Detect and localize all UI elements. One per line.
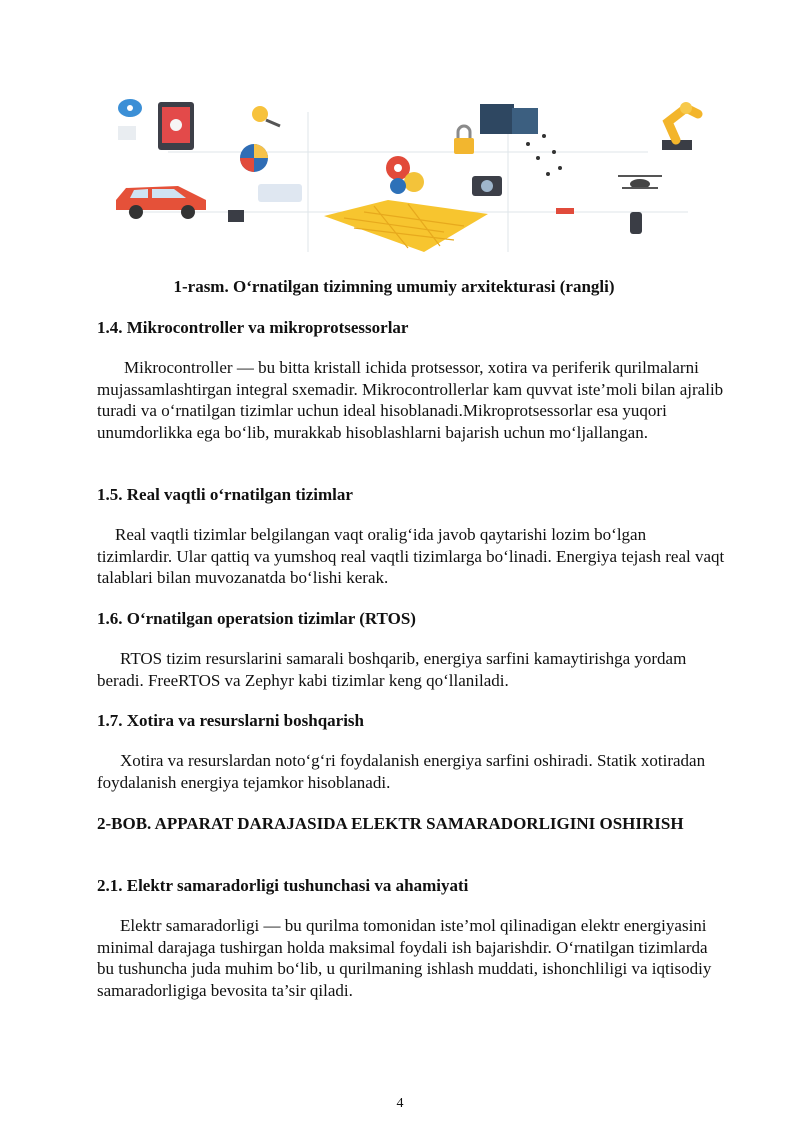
server-icon: [480, 104, 538, 134]
section-body-1-4: Mikrocontroller — bu bitta kristall ichida protsessor, xotira va periferik qurilmalarni mujassamlashtirgan integral sxemadir. Mikrocontrollerlar kam quvvat iste’moli bilan ajralib turadi va o‘rnatilgan tizimlar uchun ideal hisoblanadi.Mikroprotsessorlar esa yuqori unumdorlikka ega bo‘lib, murakkab hisoblashlarni bajarish uchun mo‘ljallangan.: [97, 358, 724, 442]
section-body-1-7: Xotira va resurslardan noto‘g‘ri foydalanish energiya sarfini oshiradi. Statik xotiradan foydalanish energiya tejamkor hisoblanadi.: [97, 751, 706, 792]
car-icon: [116, 186, 206, 219]
figure-caption-text: 1-rasm. O‘rnatilgan tizimning umumiy arxitekturasi (rangli): [173, 277, 615, 296]
section-body-1-5: Real vaqtli tizimlar belgilangan vaqt oralig‘ida javob qaytarishi lozim bo‘lgan tizimlardir. Ular qattiq va yumshoq real vaqtli tizimlarga bo‘linadi. Energiya tejash real vaqt talablari bilan muvozanatda bo‘lishi kerak.: [97, 525, 725, 588]
tablet-icon: [158, 102, 194, 150]
pie-chart-icon: [240, 144, 268, 172]
doc-icon: [118, 126, 136, 140]
sensor-icon: [630, 212, 642, 234]
embedded-systems-illustration: [108, 92, 708, 264]
antenna-icon: [556, 208, 574, 214]
magnifier-icon: [252, 106, 280, 126]
network-dots-icon: [526, 134, 562, 176]
camera-icon: [472, 176, 502, 196]
panel-icon: [258, 184, 302, 202]
speaker-icon: [228, 210, 244, 222]
section-body-2-1: Elektr samaradorligi — bu qurilma tomonidan iste’mol qilinadigan elektr energiyasini minimal darajaga tushirgan holda maksimal foydali ish bajarishdir. O‘rnatilgan tizimlarda bu tushuncha juda muhim bo‘lib, u qurilmaning ishlash muddati, ishonchliligi va iqtisodiy samaradorligiga bevosita ta’sir qiladi.: [97, 916, 712, 1000]
gears-icon: [386, 156, 424, 194]
page-number: 4: [396, 1096, 404, 1111]
robot-arm-icon: [662, 102, 698, 150]
microchip-icon: [324, 200, 488, 252]
drone-icon: [618, 176, 662, 189]
section-heading-1-6: 1.6. O‘rnatilgan operatsion tizimlar (RTOS): [97, 609, 416, 628]
section-heading-1-5: 1.5. Real vaqtli o‘rnatilgan tizimlar: [97, 485, 353, 504]
figure-caption: [0, 277, 800, 297]
chat-bubble-icon: [118, 99, 142, 117]
lock-icon: [454, 126, 474, 154]
section-heading-2-1: 2.1. Elektr samaradorligi tushunchasi va ahamiyati: [97, 876, 469, 895]
section-heading-1-4: 1.4. Mikrocontroller va mikroprotsessorlar: [97, 318, 409, 337]
section-body-1-6: RTOS tizim resurslarini samarali boshqarib, energiya sarfini kamaytirishga yordam beradi. FreeRTOS va Zephyr kabi tizimlar keng qo‘llaniladi.: [97, 649, 687, 690]
section-heading-1-7: 1.7. Xotira va resurslarni boshqarish: [97, 711, 364, 730]
chapter-heading: 2-BOB. APPARAT DARAJASIDA ELEKTR SAMARADORLIGINI OSHIRISH: [97, 814, 684, 833]
